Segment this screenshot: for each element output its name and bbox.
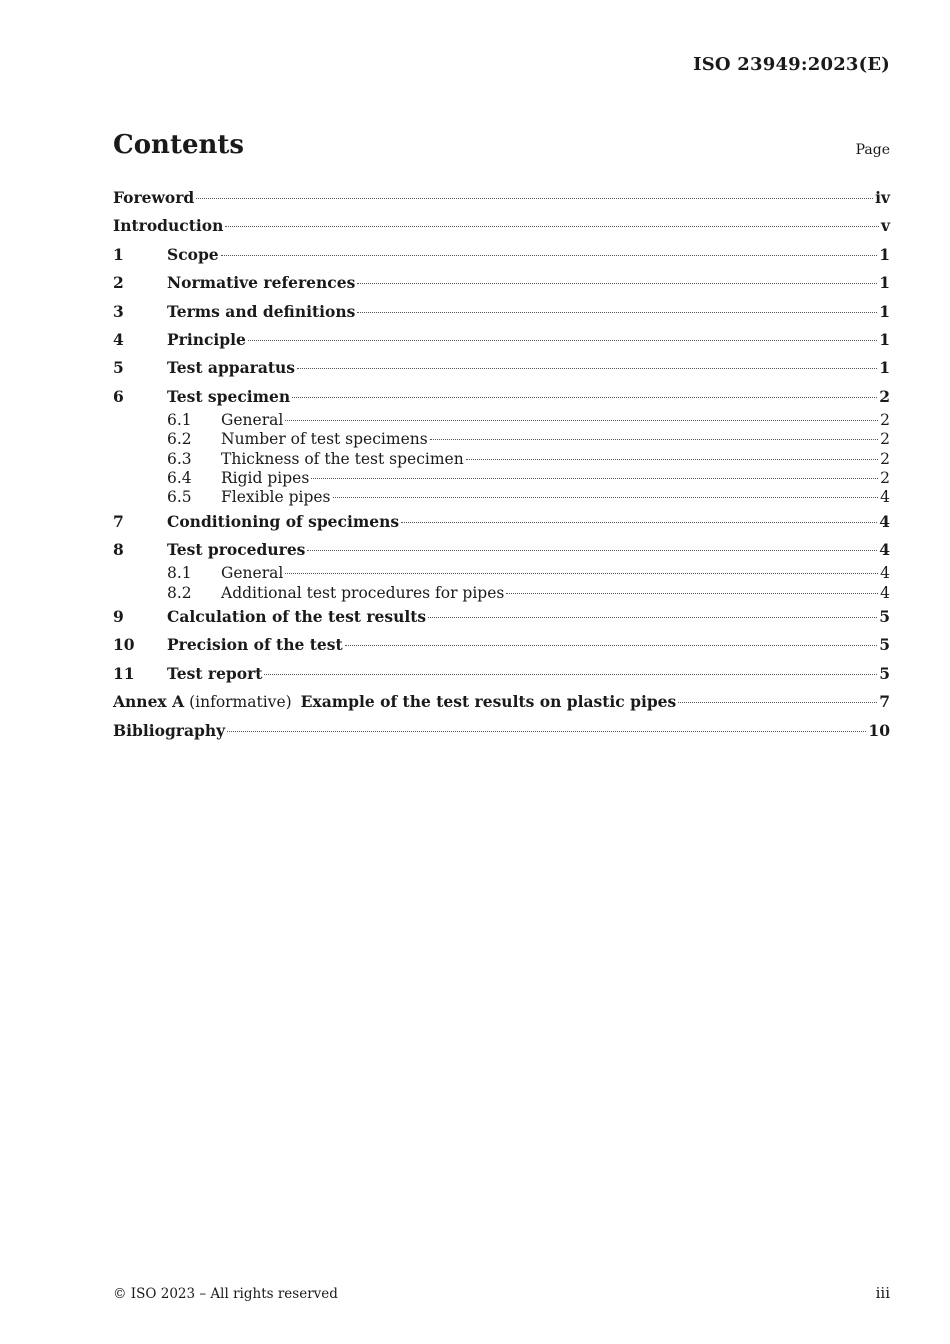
toc-entry-number: 4 [113,329,124,349]
toc-entry-page: 5 [879,606,890,626]
toc-entry-test-procedures[interactable] [113,536,890,564]
toc-entry-number: 8 [113,540,124,559]
toc-entry-title: Scope [167,244,219,264]
toc-entry-title: Bibliography [113,720,226,740]
toc-leader-dots [227,731,866,732]
toc-entry-page: 1 [879,329,890,349]
toc-entry-title: General [221,564,284,583]
toc-entry-title: Conditioning of specimens [167,511,400,531]
toc-entry-scope[interactable] [113,241,890,269]
toc-leader-dots [221,255,878,256]
toc-entry-title: General [221,411,284,430]
toc-entry-number: 2 [113,273,124,293]
toc-entry-page: 10 [868,720,890,740]
toc-leader-dots [506,593,878,594]
toc-entry-page: 4 [879,540,890,559]
toc-entry-title: Terms and definitions [167,301,356,321]
toc-entry-page: 2 [879,386,890,406]
toc-leader-dots [285,420,878,421]
toc-entry-number: 6.2 [167,430,192,449]
toc-subentry-flexible-pipes[interactable] [113,488,890,507]
toc-entry-page: 2 [880,430,890,449]
toc-entry-test-report[interactable] [113,660,890,688]
toc-entry-title: Foreword [113,188,195,207]
toc-entry-title: Thickness of the test specimen [221,449,464,468]
toc-entry-title: Flexible pipes [221,488,331,507]
toc-entry-title: Example of the test results on plastic pipes [300,692,677,712]
toc-leader-dots [345,645,878,646]
toc-entry-page: 4 [880,583,890,602]
toc-leader-dots [466,459,878,460]
toc-leader-dots [264,674,877,675]
toc-entry-number: 8.2 [167,583,192,602]
toc-entry-page: 4 [880,564,890,583]
toc-entry-number: 5 [113,358,124,378]
toc-entry-page: 2 [880,411,890,430]
toc-subentry-number-of-test-specimens[interactable] [113,430,890,449]
toc-entry-page: 4 [880,488,890,507]
toc-entry-page: 2 [880,449,890,468]
toc-entry-page: 4 [879,511,890,531]
toc-entry-test-apparatus[interactable] [113,354,890,382]
toc-entry-number: 6 [113,386,124,406]
toc-entry-number: 7 [113,511,124,531]
toc-entry-normative-references[interactable] [113,269,890,297]
toc-entry-number: 9 [113,606,124,626]
toc-entry-title: Introduction [113,216,224,236]
toc-entry-title: Test report [167,663,263,683]
toc-entry-title: Additional test procedures for pipes [221,583,505,602]
toc-subentry-thickness[interactable] [113,450,890,469]
toc-entry-conditioning[interactable] [113,508,890,536]
toc-leader-dots [248,340,877,341]
toc-entry-page: 7 [879,692,890,712]
toc-subentry-rigid-pipes[interactable] [113,469,890,488]
toc-entry-title: Test procedures [167,540,306,559]
toc-entry-number: 6.3 [167,449,192,468]
toc-leader-dots [292,397,877,398]
toc-entry-page: 1 [879,358,890,378]
toc-entry-number: 6.4 [167,469,192,488]
toc-entry-page: 2 [880,469,890,488]
toc-subentry-procedures-general[interactable] [113,564,890,583]
toc-entry-calculation[interactable] [113,603,890,631]
toc-entry-number: 1 [113,244,124,264]
toc-entry-title: Principle [167,329,246,349]
toc-subentry-additional-procedures[interactable] [113,584,890,603]
footer-copyright: © ISO 2023 – All rights reserved [113,1286,338,1302]
table-of-contents [113,184,890,745]
toc-entry-page: 5 [879,635,890,655]
toc-entry-title: Test specimen [167,386,291,406]
toc-annex-label: Annex A [113,692,185,712]
toc-leader-dots [307,550,877,551]
toc-entry-number: 6.1 [167,411,192,430]
toc-entry-foreword[interactable] [113,184,890,212]
toc-leader-dots [357,312,877,313]
toc-leader-dots [678,702,877,703]
contents-heading: Contents [113,130,245,160]
toc-entry-number: 3 [113,301,124,321]
toc-entry-number: 6.5 [167,488,192,507]
toc-entry-title: Precision of the test [167,635,343,655]
toc-annex-type: (informative) [189,693,292,712]
toc-leader-dots [297,368,877,369]
toc-leader-dots [401,522,877,523]
toc-entry-page: 1 [879,301,890,321]
toc-leader-dots [311,478,878,479]
toc-subentry-general[interactable] [113,411,890,430]
toc-entry-page: 1 [879,273,890,293]
toc-entry-number: 8.1 [167,564,192,583]
toc-entry-page: iv [875,188,890,207]
toc-leader-dots [357,283,877,284]
toc-entry-title: Number of test specimens [221,430,428,449]
document-id: ISO 23949:2023(E) [693,54,890,75]
toc-entry-bibliography[interactable] [113,717,890,745]
toc-entry-page: 1 [879,244,890,264]
toc-entry-page: 5 [879,663,890,683]
toc-leader-dots [333,497,879,498]
toc-entry-introduction[interactable] [113,212,890,240]
toc-entry-title: Normative references [167,273,356,293]
toc-entry-number: 11 [113,663,135,683]
toc-leader-dots [430,439,878,440]
toc-entry-number: 10 [113,635,135,655]
toc-entry-page: v [880,216,890,236]
toc-entry-terms-and-definitions[interactable] [113,298,890,326]
toc-entry-principle[interactable] [113,326,890,354]
toc-leader-dots [285,573,878,574]
page-column-label: Page [855,142,890,158]
toc-entry-test-specimen[interactable] [113,383,890,411]
toc-entry-title: Test apparatus [167,358,296,378]
toc-leader-dots [196,198,873,199]
toc-entry-title: Calculation of the test results [167,606,427,626]
toc-leader-dots [225,226,879,227]
toc-entry-annex-a[interactable] [113,688,890,716]
toc-leader-dots [428,617,877,618]
footer-page-number: iii [875,1284,890,1302]
toc-entry-title: Rigid pipes [221,469,310,488]
toc-entry-precision[interactable] [113,631,890,659]
